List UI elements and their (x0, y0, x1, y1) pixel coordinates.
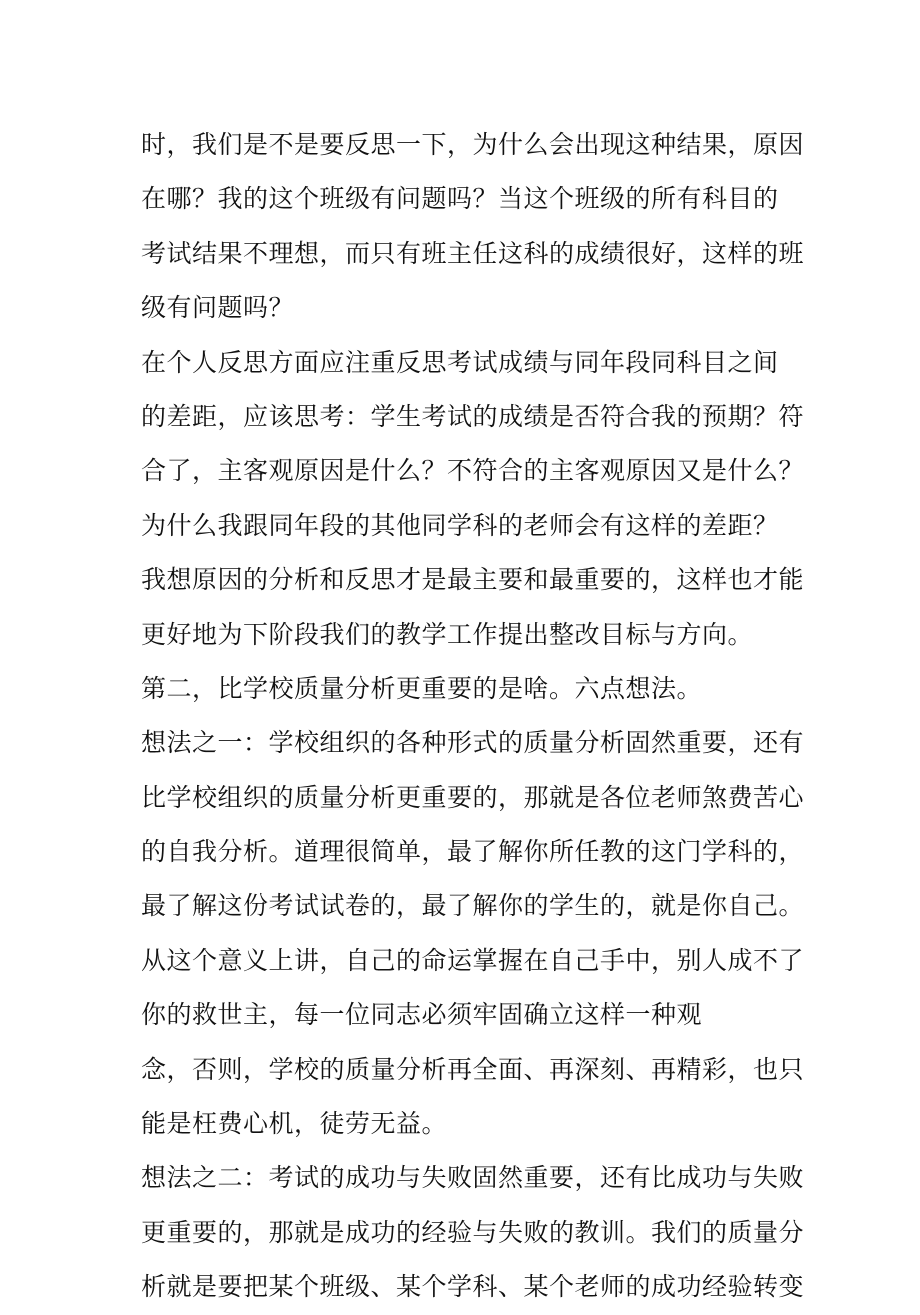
text-line: 的自我分析。道理很简单，最了解你所任教的这门学科的， (141, 837, 805, 867)
text-line: 合了，主客观原因是什么？不符合的主客观原因又是什么？ (141, 456, 805, 486)
text-line: 念，否则，学校的质量分析再全面、再深刻、再精彩，也只 (141, 1054, 805, 1084)
text-line: 更好地为下阶段我们的教学工作提出整改目标与方向。 (141, 619, 754, 649)
text-line: 时，我们是不是要反思一下，为什么会出现这种结果，原因 (141, 130, 805, 159)
document-body (141, 118, 805, 1315)
text-line: 为什么我跟同年段的其他同学科的老师会有这样的差距？ (141, 510, 779, 540)
text-line: 想法之一：学校组织的各种形式的质量分析固然重要，还有 (141, 728, 805, 758)
text-line: 级有问题吗？ (141, 293, 295, 323)
text-line: 能是枉费心机，徒劳无益。 (141, 1109, 448, 1139)
text-line: 考试结果不理想，而只有班主任这科的成绩很好，这样的班 (141, 238, 805, 268)
text-line: 从这个意义上讲，自己的命运掌握在自己手中，别人成不了 (141, 945, 805, 975)
text-line: 比学校组织的质量分析更重要的，那就是各位老师煞费苦心 (141, 782, 805, 812)
section-heading: 第二，比学校质量分析更重要的是啥。六点想法。 (141, 673, 703, 703)
text-line: 析就是要把某个班级、某个学科、某个老师的成功经验转变 (141, 1272, 805, 1302)
text-line: 最了解这份考试试卷的，最了解你的学生的，就是你自己。 (141, 891, 805, 921)
text-line: 的差距，应该思考：学生考试的成绩是否符合我的预期？符 (141, 401, 805, 431)
text-line: 更重要的，那就是成功的经验与失败的教训。我们的质量分 (141, 1217, 805, 1247)
text-line: 想法之二：考试的成功与失败固然重要，还有比成功与失败 (141, 1163, 805, 1193)
text-line: 你的救世主，每一位同志必须牢固确立这样一种观 (141, 1000, 703, 1030)
text-line: 在个人反思方面应注重反思考试成绩与同年段同科目之间 (141, 347, 779, 377)
text-line: 我想原因的分析和反思才是最主要和最重要的，这样也才能 (141, 565, 805, 595)
text-line: 在哪？我的这个班级有问题吗？当这个班级的所有科目的 (141, 184, 779, 214)
